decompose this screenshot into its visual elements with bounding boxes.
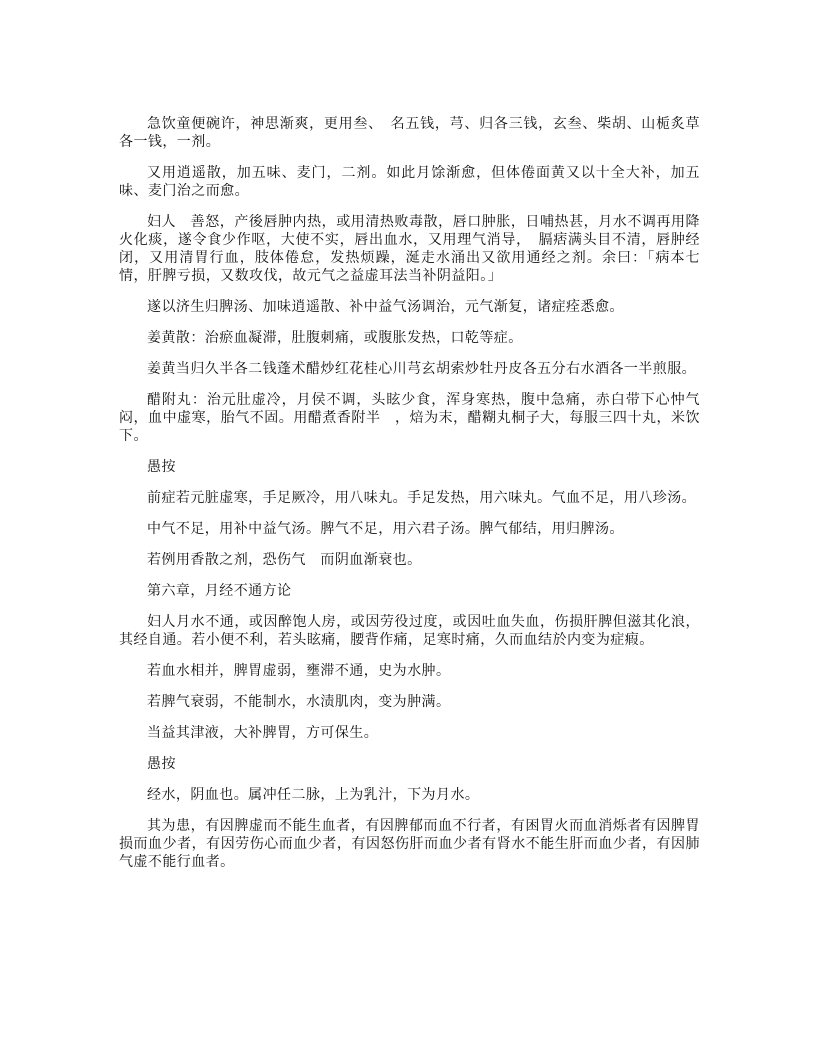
paragraph: 妇人月水不通，或因醉饱人房，或因劳役过度，或因吐血失血，伤损肝脾但滋其化浪，其经自通。若小便不利，若头眩痛，腰背作痛，足寒时痛，久而血结於内变为症瘕。 — [119, 614, 700, 648]
paragraph: 急饮童便碗许，神思渐爽，更用叁、 名五钱，芎、归各三钱，玄叁、柴胡、山栀炙草各一钱，一剂。 — [119, 116, 700, 150]
paragraph: 前症若元脏虚寒，手足厥冷，用八味丸。手足发热，用六味丸。气血不足，用八珍汤。 — [147, 490, 697, 506]
paragraph: 妇人 善怒，产後唇肿内热，或用清热败毒散，唇口肿胀，日哺热甚，月水不调再用降火化痰，遂令食少作呕，大使不实，唇出血水，又用理气消导， 膈痞满头目不清，唇肿经闭，又用清胃行血，肢体倦怠，发热烦躁，涎走水涌出又欲用通经之剂。余曰：「病本七情，肝脾亏损，又数攻伐，故元气之益虚耳法当补阴益阳。」 — [119, 214, 700, 284]
paragraph: 若例用香散之剂，恐伤气 而阴血渐衰也。 — [147, 552, 422, 568]
paragraph: 中气不足，用补中益气汤。脾气不足，用六君子汤。脾气郁结，用归脾汤。 — [147, 521, 624, 537]
paragraph: 经水，阴血也。属冲任二脉，上为乳汁，下为月水。 — [147, 787, 480, 803]
paragraph: 其为患，有因脾虚而不能生血者，有因脾郁而血不行者，有困胃火而血消烁者有因脾胃损而血少者，有因劳伤心而血少者，有因怒伤肝而血少者有肾水不能生肝而血少者，有因肺气虚不能行血者。 — [119, 818, 700, 870]
paragraph: 又用逍遥散，加五味、麦门，二剂。如此月馀渐愈，但体倦面黄又以十全大补，加五味、麦门治之而愈。 — [119, 165, 700, 199]
paragraph: 姜黄当归久半各二钱蓬术醋炒红花桂心川芎玄胡索炒牡丹皮各五分右水酒各一半煎服。 — [147, 361, 697, 377]
chapter-heading: 第六章，月经不通方论 — [147, 583, 292, 599]
paragraph: 若脾气衰弱，不能制水，水渍肌肉，变为肿满。 — [147, 694, 451, 710]
section-heading: 愚按 — [147, 756, 176, 772]
paragraph: 遂以济生归脾汤、加味逍遥散、补中益气汤调治，元气渐复，诸症痊悉愈。 — [147, 299, 624, 315]
document-page — [119, 115, 700, 884]
paragraph: 姜黄散：治瘀血凝滞，肚腹刺痛，或腹胀发热，口乾等症。 — [147, 330, 523, 346]
paragraph: 当益其津液，大补脾胃，方可保生。 — [147, 725, 379, 741]
paragraph: 若血水相并，脾胃虚弱，壅滞不通，史为水肿。 — [147, 663, 451, 679]
paragraph: 醋附丸：治元肚虚冷，月侯不调，头眩少食，浑身寒热，腹中急痛，赤白带下心忡气闷，血中虚寒，胎气不固。用醋煮香附半 ，焙为末，醋糊丸桐子大，每服三四十丸，米饮下。 — [119, 392, 700, 444]
section-heading: 愚按 — [147, 459, 176, 475]
